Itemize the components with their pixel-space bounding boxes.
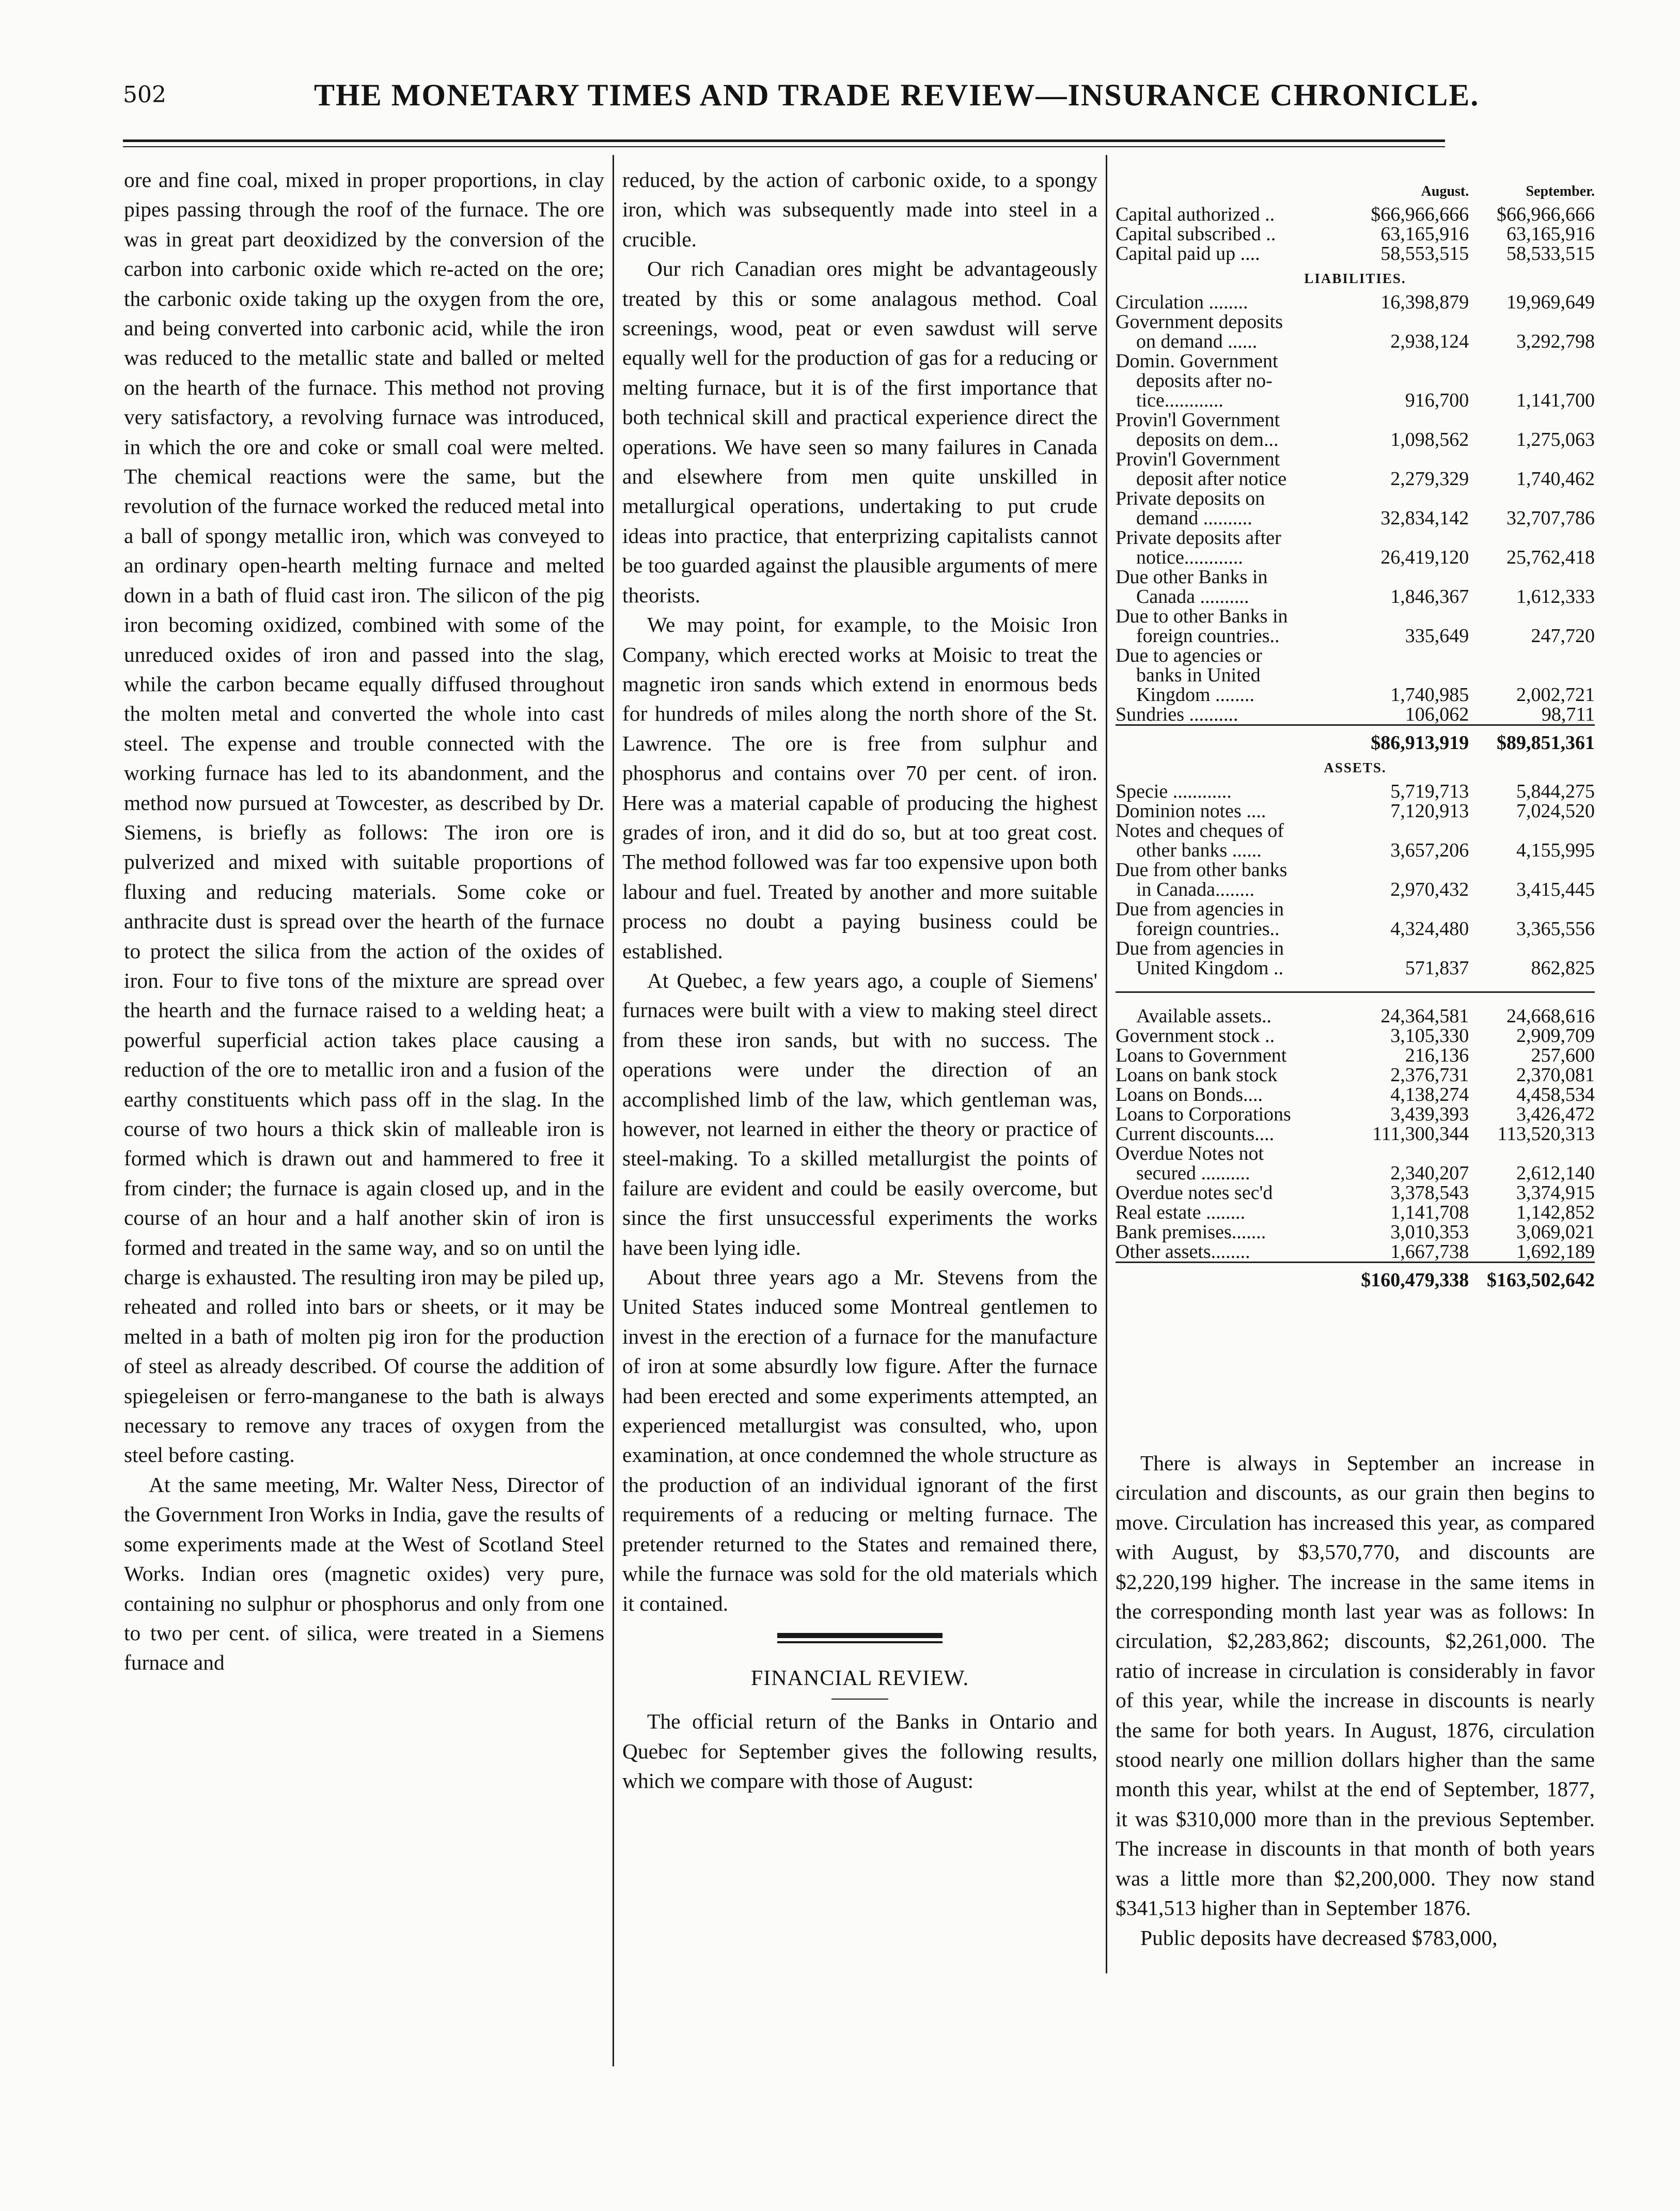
august-value [1343, 899, 1469, 919]
column-3 [1116, 1449, 1595, 1953]
table-row [1116, 528, 1595, 548]
september-value: 3,374,915 [1516, 1182, 1595, 1204]
september-value: 58,533,515 [1506, 243, 1595, 264]
page-header [123, 78, 1480, 144]
august-value [1343, 1144, 1469, 1163]
row-label: Loans on Bonds.... [1116, 1084, 1263, 1106]
september-value: 1,692,189 [1516, 1241, 1595, 1263]
august-value: 2,376,731 [1390, 1064, 1469, 1086]
table-row [1116, 430, 1595, 449]
row-label: Specie ............ [1116, 781, 1232, 802]
september-value: 2,370,081 [1516, 1064, 1595, 1086]
table-row [1116, 224, 1595, 244]
table-row [1116, 449, 1595, 469]
heading-rule [831, 1699, 888, 1700]
table-row [1116, 1026, 1595, 1046]
row-label: foreign countries.. [1136, 918, 1280, 940]
spacer-row [1116, 978, 1595, 992]
paragraph: There is always in September an increase in circulation and discounts, as our grain then begins to move. Circulation has increased this year, as compared with August, by $3,570,770, and discounts are $2,220,199 higher. The increase in the same items in the corresponding month last year was as follows: In circulation, $2,283,862; discounts, $2,261,000. The ratio of increase in circulation is considerably in favor of this year, while the increase in discounts is nearly the same for both years. In August, 1876, circulation stood nearly one million dollars higher than the same month this year, whilst at the end of September, 1877, it was $310,000 more than in the previous September. The increase in discounts in that month of both years was a little more than $2,200,000. They now stand $341,513 higher than in September 1876. [1116, 1451, 1595, 1920]
table-row [1116, 1163, 1595, 1183]
table-row [1116, 801, 1595, 821]
row-label: Due from agencies in [1116, 938, 1284, 959]
row-label: Loans on bank stock [1116, 1064, 1278, 1086]
august-value [1343, 646, 1469, 665]
spacer [1116, 992, 1595, 1007]
august-value: 1,740,985 [1390, 684, 1469, 706]
august-total: $86,913,919 [1343, 725, 1469, 753]
september-value: 4,458,534 [1516, 1084, 1595, 1106]
september-value: 247,720 [1531, 625, 1595, 647]
row-label: Bank premises....... [1116, 1221, 1266, 1243]
header-rule-thin [123, 146, 1445, 147]
table-row [1116, 919, 1595, 939]
col-august: August. [1421, 183, 1469, 199]
september-value: 1,142,852 [1516, 1202, 1595, 1223]
august-value: 3,657,206 [1390, 839, 1469, 861]
table-row [1116, 606, 1595, 626]
table-row [1116, 626, 1595, 646]
bank-returns-table [1116, 182, 1595, 1290]
spacer [1116, 978, 1595, 992]
september-value [1469, 821, 1595, 840]
row-label: Private deposits after [1116, 527, 1281, 549]
paragraph: Our rich Canadian ores might be advantageously treated by this or some analagous method. Coal screenings, wood, peat or even sawdust will serve equally well for the production of gas for a reducing or melting furnace, but it is of the first importance that both technical skill and practical experience direct the operations. We have seen so many failures in Canada and elsewhere from men quite unskilled in metallurgical operations, undertaking to put crude ideas into practice, that enterprizing capitalists cannot be too guarded against the plausible arguments of mere theorists. [622, 257, 1097, 607]
header-blank [1116, 182, 1343, 205]
row-label: United Kingdom .. [1136, 957, 1283, 979]
paragraph: About three years ago a Mr. Stevens from the United States induced some Montreal gentlemen to invest in the erection of a furnace for the manufacture of iron at some absurdly low figure. After the furnace had been erected and some experiments attempted, an experienced metallurgist was consulted, who, upon examination, at once condemned the whole structure as the production of an individual ignorant of the first requirements of a reducing or melting furnace. The pretender returned to the States and remained there, while the furnace was sold for the old materials which it contained. [622, 1265, 1097, 1615]
row-label: Capital authorized .. [1116, 204, 1275, 225]
row-label: Capital paid up .... [1116, 243, 1260, 264]
column-divider [1106, 155, 1107, 1973]
august-value [1343, 489, 1469, 508]
row-label: Circulation ........ [1116, 291, 1248, 313]
september-value [1469, 312, 1595, 332]
september-value [1469, 371, 1595, 391]
september-total: $163,502,642 [1469, 1263, 1595, 1290]
row-label: banks in United [1136, 664, 1261, 686]
row-label: demand .......... [1136, 507, 1252, 529]
august-value: 571,837 [1405, 957, 1469, 979]
september-value: 2,909,709 [1516, 1025, 1595, 1047]
row-label: Notes and cheques of [1116, 820, 1284, 842]
august-value: 16,398,879 [1380, 291, 1469, 313]
liabilities-total-row [1116, 725, 1595, 753]
assets-total-row [1116, 1263, 1595, 1290]
september-value: 1,612,333 [1516, 586, 1595, 608]
september-value: 25,762,418 [1506, 547, 1595, 568]
august-value [1343, 312, 1469, 332]
august-value: 3,439,393 [1390, 1103, 1469, 1125]
table-row [1116, 351, 1595, 371]
table-row [1116, 1046, 1595, 1065]
row-label: notice............ [1136, 547, 1243, 568]
september-value [1469, 528, 1595, 548]
row-label: Private deposits on [1116, 488, 1265, 509]
september-value: 257,600 [1531, 1045, 1595, 1066]
row-label: Other assets........ [1116, 1241, 1250, 1263]
september-value: 862,825 [1531, 957, 1595, 979]
row-label: Due to agencies or [1116, 645, 1262, 666]
september-value: 1,141,700 [1516, 390, 1595, 411]
section-row [1116, 753, 1595, 782]
september-value: 24,668,616 [1506, 1005, 1595, 1027]
august-value: 216,136 [1405, 1045, 1469, 1066]
september-value [1469, 449, 1595, 469]
august-value: 2,279,329 [1390, 468, 1469, 490]
september-value: 2,002,721 [1516, 684, 1595, 706]
table-row [1116, 508, 1595, 528]
table-row [1116, 587, 1595, 606]
august-value [1343, 860, 1469, 880]
september-value: 32,707,786 [1506, 507, 1595, 529]
september-value: 3,069,021 [1516, 1221, 1595, 1243]
paragraph: reduced, by the action of carbonic oxide, to a spongy iron, which was subsequently made into steel in a crucible. [622, 168, 1097, 251]
september-value: 5,844,275 [1516, 781, 1595, 802]
row-label: other banks ...... [1136, 839, 1262, 861]
august-value: 3,378,543 [1390, 1182, 1469, 1204]
table-row [1116, 1006, 1595, 1026]
row-label: Provin'l Government [1116, 409, 1280, 431]
september-value: 3,365,556 [1516, 918, 1595, 940]
table-row [1116, 489, 1595, 508]
row-label: Due from other banks [1116, 859, 1288, 881]
table-row [1116, 880, 1595, 899]
table-row [1116, 205, 1595, 224]
september-value [1469, 899, 1595, 919]
row-label: Current discounts.... [1116, 1123, 1275, 1145]
september-total: $89,851,361 [1469, 725, 1595, 753]
row-label: secured .......... [1136, 1162, 1250, 1184]
table-row [1116, 958, 1595, 978]
september-value [1469, 646, 1595, 665]
august-value: 3,010,353 [1390, 1221, 1469, 1243]
september-value [1469, 860, 1595, 880]
september-value: 1,275,063 [1516, 429, 1595, 450]
column-divider [613, 155, 614, 2066]
table-row [1116, 1085, 1595, 1104]
row-label: Due to other Banks in [1116, 605, 1288, 627]
table-row [1116, 840, 1595, 860]
august-value: 916,700 [1405, 390, 1469, 411]
total-blank [1116, 1263, 1343, 1290]
row-label: Capital subscribed .. [1116, 223, 1276, 245]
september-value: $66,966,666 [1497, 204, 1595, 225]
section-ornament [777, 1633, 943, 1638]
september-value: 98,711 [1541, 704, 1595, 725]
table-row [1116, 1183, 1595, 1203]
september-value [1469, 1144, 1595, 1163]
row-label: Government stock .. [1116, 1025, 1275, 1047]
publication-title: THE MONETARY TIMES AND TRADE REVIEW—INSURANCE CHRONICLE. [314, 78, 1480, 112]
august-total: $160,479,338 [1343, 1263, 1469, 1290]
row-label: Due from agencies in [1116, 898, 1284, 920]
august-value: 26,419,120 [1380, 547, 1469, 568]
row-label: in Canada........ [1136, 879, 1255, 900]
table-row [1116, 1124, 1595, 1144]
august-value [1343, 665, 1469, 685]
table-row [1116, 1104, 1595, 1124]
table-row [1116, 292, 1595, 312]
table-row [1116, 685, 1595, 705]
august-value: 7,120,913 [1390, 800, 1469, 822]
august-value: 63,165,916 [1380, 223, 1469, 245]
row-label: foreign countries.. [1136, 625, 1280, 647]
header-rule [123, 139, 1445, 142]
table-row [1116, 312, 1595, 332]
row-label: deposits after no- [1136, 370, 1273, 392]
row-label: Available assets.. [1136, 1005, 1272, 1027]
row-label: Loans to Corporations [1116, 1103, 1291, 1125]
august-value: 2,970,432 [1390, 879, 1469, 900]
row-label: Overdue Notes not [1116, 1143, 1264, 1164]
total-blank [1116, 725, 1343, 753]
table-row [1116, 567, 1595, 587]
paragraph: We may point, for example, to the Moisic Iron Company, which erected works at Moisic to treat the magnetic iron sands which extend in enormous beds for hundreds of miles along the north shore of the St. Lawrence. The ore is free from sulphur and phosphorus and contains over 70 per cent. of iron. Here was a material capable of producing the highest grades of iron, and it did do so, but at too great cost. The method followed was far too expensive upon both labour and fuel. Treated by another and more suitable process no doubt a paying business could be established. [622, 613, 1097, 963]
september-value [1469, 567, 1595, 587]
august-value [1343, 821, 1469, 840]
september-value: 3,415,445 [1516, 879, 1595, 900]
row-label: Loans to Government [1116, 1045, 1287, 1066]
paragraph: ore and fine coal, mixed in proper proportions, in clay pipes passing through the roof of the furnace. The ore was in great part deoxidized by the conversion of the carbon into carbonic oxide which re-acted on the ore; the carbonic oxide taking up the oxygen from the ore, and being converted into carbonic acid, while the iron was reduced to the metallic state and balled or melted on the hearth of the furnace. This method not proving very satisfactory, a revolving furnace was introduced, in which the ore and coke or small coal were melted. The chemical reactions were the same, but the revolution of the furnace worked the reduced metal into a ball of spongy metallic iron, which was conveyed to an ordinary open-hearth melting furnace and melted down in a bath of fluid cast iron. The silicon of the pig iron becoming oxidized, combined with some of the unreduced oxides of iron and passed into the slag, while the carbon became equally diffused throughout the molten metal and converted the whole into cast steel. The expense and trouble connected with the working furnace has led to its abandonment, and the method now pursued at Towcester, as described by Dr. Siemens, is briefly as follows: The iron ore is pulverized and mixed with suitable proportions of fluxing and reducing materials. Some coke or anthracite dust is spread over the hearth of the furnace to protect the silica from the action of the oxides of iron. Four to five tons of the mixture are spread over the hearth and the furnace raised to a welding heat; a powerful superficial action takes place causing a reduction of the ore to metallic iron and a fusion of the earthy constituents which pass off in the slag. In the course of two hours a thick skin of malleable iron is formed which is drawn out and hammered to free it from cinder; the furnace is again closed up, and in the course of an hour and a half another skin of iron is formed and treated in the same way, and so on until the charge is exhausted. The resulting iron may be piled up, reheated and rolled into bars or sheets, or it may be melted in a bath of molten pig iron for the production of steel as already described. Of course the addition of spiegeleisen or ferro-manganese to the bath is always necessary to remove any traces of oxygen from the steel before casting. [124, 168, 604, 1467]
table-row [1116, 332, 1595, 351]
table-row [1116, 705, 1595, 725]
august-value [1343, 410, 1469, 430]
row-label: Due other Banks in [1116, 566, 1268, 588]
table-row [1116, 939, 1595, 958]
august-value [1343, 606, 1469, 626]
row-label: Dominion notes .... [1116, 800, 1266, 822]
table-row [1116, 665, 1595, 685]
september-value [1469, 489, 1595, 508]
table-row [1116, 1203, 1595, 1222]
august-value: $66,966,666 [1371, 204, 1469, 225]
table-row [1116, 391, 1595, 410]
august-value: 1,141,708 [1390, 1202, 1469, 1223]
page-number: 502 [123, 82, 166, 108]
column-1 [124, 165, 604, 1678]
september-value: 3,426,472 [1516, 1103, 1595, 1125]
september-value [1469, 351, 1595, 371]
august-value: 1,846,367 [1390, 586, 1469, 608]
table-row [1116, 821, 1595, 840]
column-2 [622, 165, 1097, 1796]
paragraph: The official return of the Banks in Ontario and Quebec for September gives the following results, which we compare with those of August: [622, 1709, 1097, 1793]
col-september: September. [1526, 183, 1595, 199]
table-header [1116, 182, 1595, 205]
september-value: 63,165,916 [1506, 223, 1595, 245]
august-value: 5,719,713 [1390, 781, 1469, 802]
august-value [1343, 528, 1469, 548]
september-value: 1,740,462 [1516, 468, 1595, 490]
section-ornament-thin [777, 1641, 943, 1643]
august-value [1343, 939, 1469, 958]
row-label: on demand ...... [1136, 331, 1258, 352]
august-value: 1,667,738 [1390, 1241, 1469, 1263]
table-row [1116, 1222, 1595, 1242]
row-label: deposits on dem... [1136, 429, 1279, 450]
table-row [1116, 782, 1595, 801]
august-value [1343, 567, 1469, 587]
liabilities-heading: LIABILITIES. [1304, 271, 1406, 286]
september-value: 2,612,140 [1516, 1162, 1595, 1184]
row-label: Real estate ........ [1116, 1202, 1246, 1223]
august-value: 32,834,142 [1380, 507, 1469, 529]
row-label: Overdue notes sec'd [1116, 1182, 1273, 1204]
table-row [1116, 410, 1595, 430]
table-row [1116, 899, 1595, 919]
august-value: 2,340,207 [1390, 1162, 1469, 1184]
august-value: 4,138,274 [1390, 1084, 1469, 1106]
section-row [1116, 263, 1595, 292]
september-value: 7,024,520 [1516, 800, 1595, 822]
september-value: 4,155,995 [1516, 839, 1595, 861]
august-value: 24,364,581 [1380, 1005, 1469, 1027]
row-label: Sundries .......... [1116, 704, 1238, 725]
row-label: Government deposits [1116, 311, 1283, 333]
august-value [1343, 371, 1469, 391]
september-value: 3,292,798 [1516, 331, 1595, 352]
august-value: 1,098,562 [1390, 429, 1469, 450]
august-value: 3,105,330 [1390, 1025, 1469, 1047]
august-value: 335,649 [1405, 625, 1469, 647]
paragraph: Public deposits have decreased $783,000, [1140, 1925, 1498, 1950]
spacer-row [1116, 992, 1595, 1007]
table-row [1116, 1242, 1595, 1263]
table-row [1116, 1065, 1595, 1085]
august-value: 2,938,124 [1390, 331, 1469, 352]
september-value: 113,520,313 [1497, 1123, 1595, 1145]
table-row [1116, 1144, 1595, 1163]
august-value: 106,062 [1405, 704, 1469, 725]
september-value [1469, 665, 1595, 685]
paragraph: At Quebec, a few years ago, a couple of Siemens' furnaces were built with a view to making steel direct from these iron sands, but with no success. The operations were under the direction of an accomplished limb of the law, which gentleman was, however, not learned in either the theory or practice of steel-making. To a skilled metallurgist the points of failure are evident and could be easily overcome, but since the first unsuccessful experiments the works have been lying idle. [622, 968, 1097, 1259]
september-value: 19,969,649 [1506, 291, 1595, 313]
august-value: 4,324,480 [1390, 918, 1469, 940]
table-row [1116, 548, 1595, 567]
row-label: Domin. Government [1116, 350, 1278, 372]
paragraph: At the same meeting, Mr. Walter Ness, Director of the Government Iron Works in India, gave the results of some experiments made at the West of Scotland Steel Works. Indian ores (magnetic oxides) very pure, containing no sulphur or phosphorus and only from one to two per cent. of silica, were treated in a Siemens furnace and [124, 1472, 604, 1675]
table-row [1116, 244, 1595, 263]
september-value [1469, 410, 1595, 430]
row-label: tice............ [1136, 390, 1223, 411]
table-row [1116, 371, 1595, 391]
august-value: 111,300,344 [1372, 1123, 1469, 1145]
row-label: Canada .......... [1136, 586, 1249, 608]
row-label: Kingdom ........ [1136, 684, 1255, 706]
row-label: deposit after notice [1136, 468, 1287, 490]
assets-heading: ASSETS. [1324, 760, 1387, 775]
august-value [1343, 449, 1469, 469]
table-row [1116, 646, 1595, 665]
august-value: 58,553,515 [1380, 243, 1469, 264]
table-row [1116, 469, 1595, 489]
section-heading: FINANCIAL REVIEW. [750, 1666, 969, 1690]
table-row [1116, 860, 1595, 880]
august-value [1343, 351, 1469, 371]
september-value [1469, 939, 1595, 958]
september-value [1469, 606, 1595, 626]
row-label: Provin'l Government [1116, 448, 1280, 470]
